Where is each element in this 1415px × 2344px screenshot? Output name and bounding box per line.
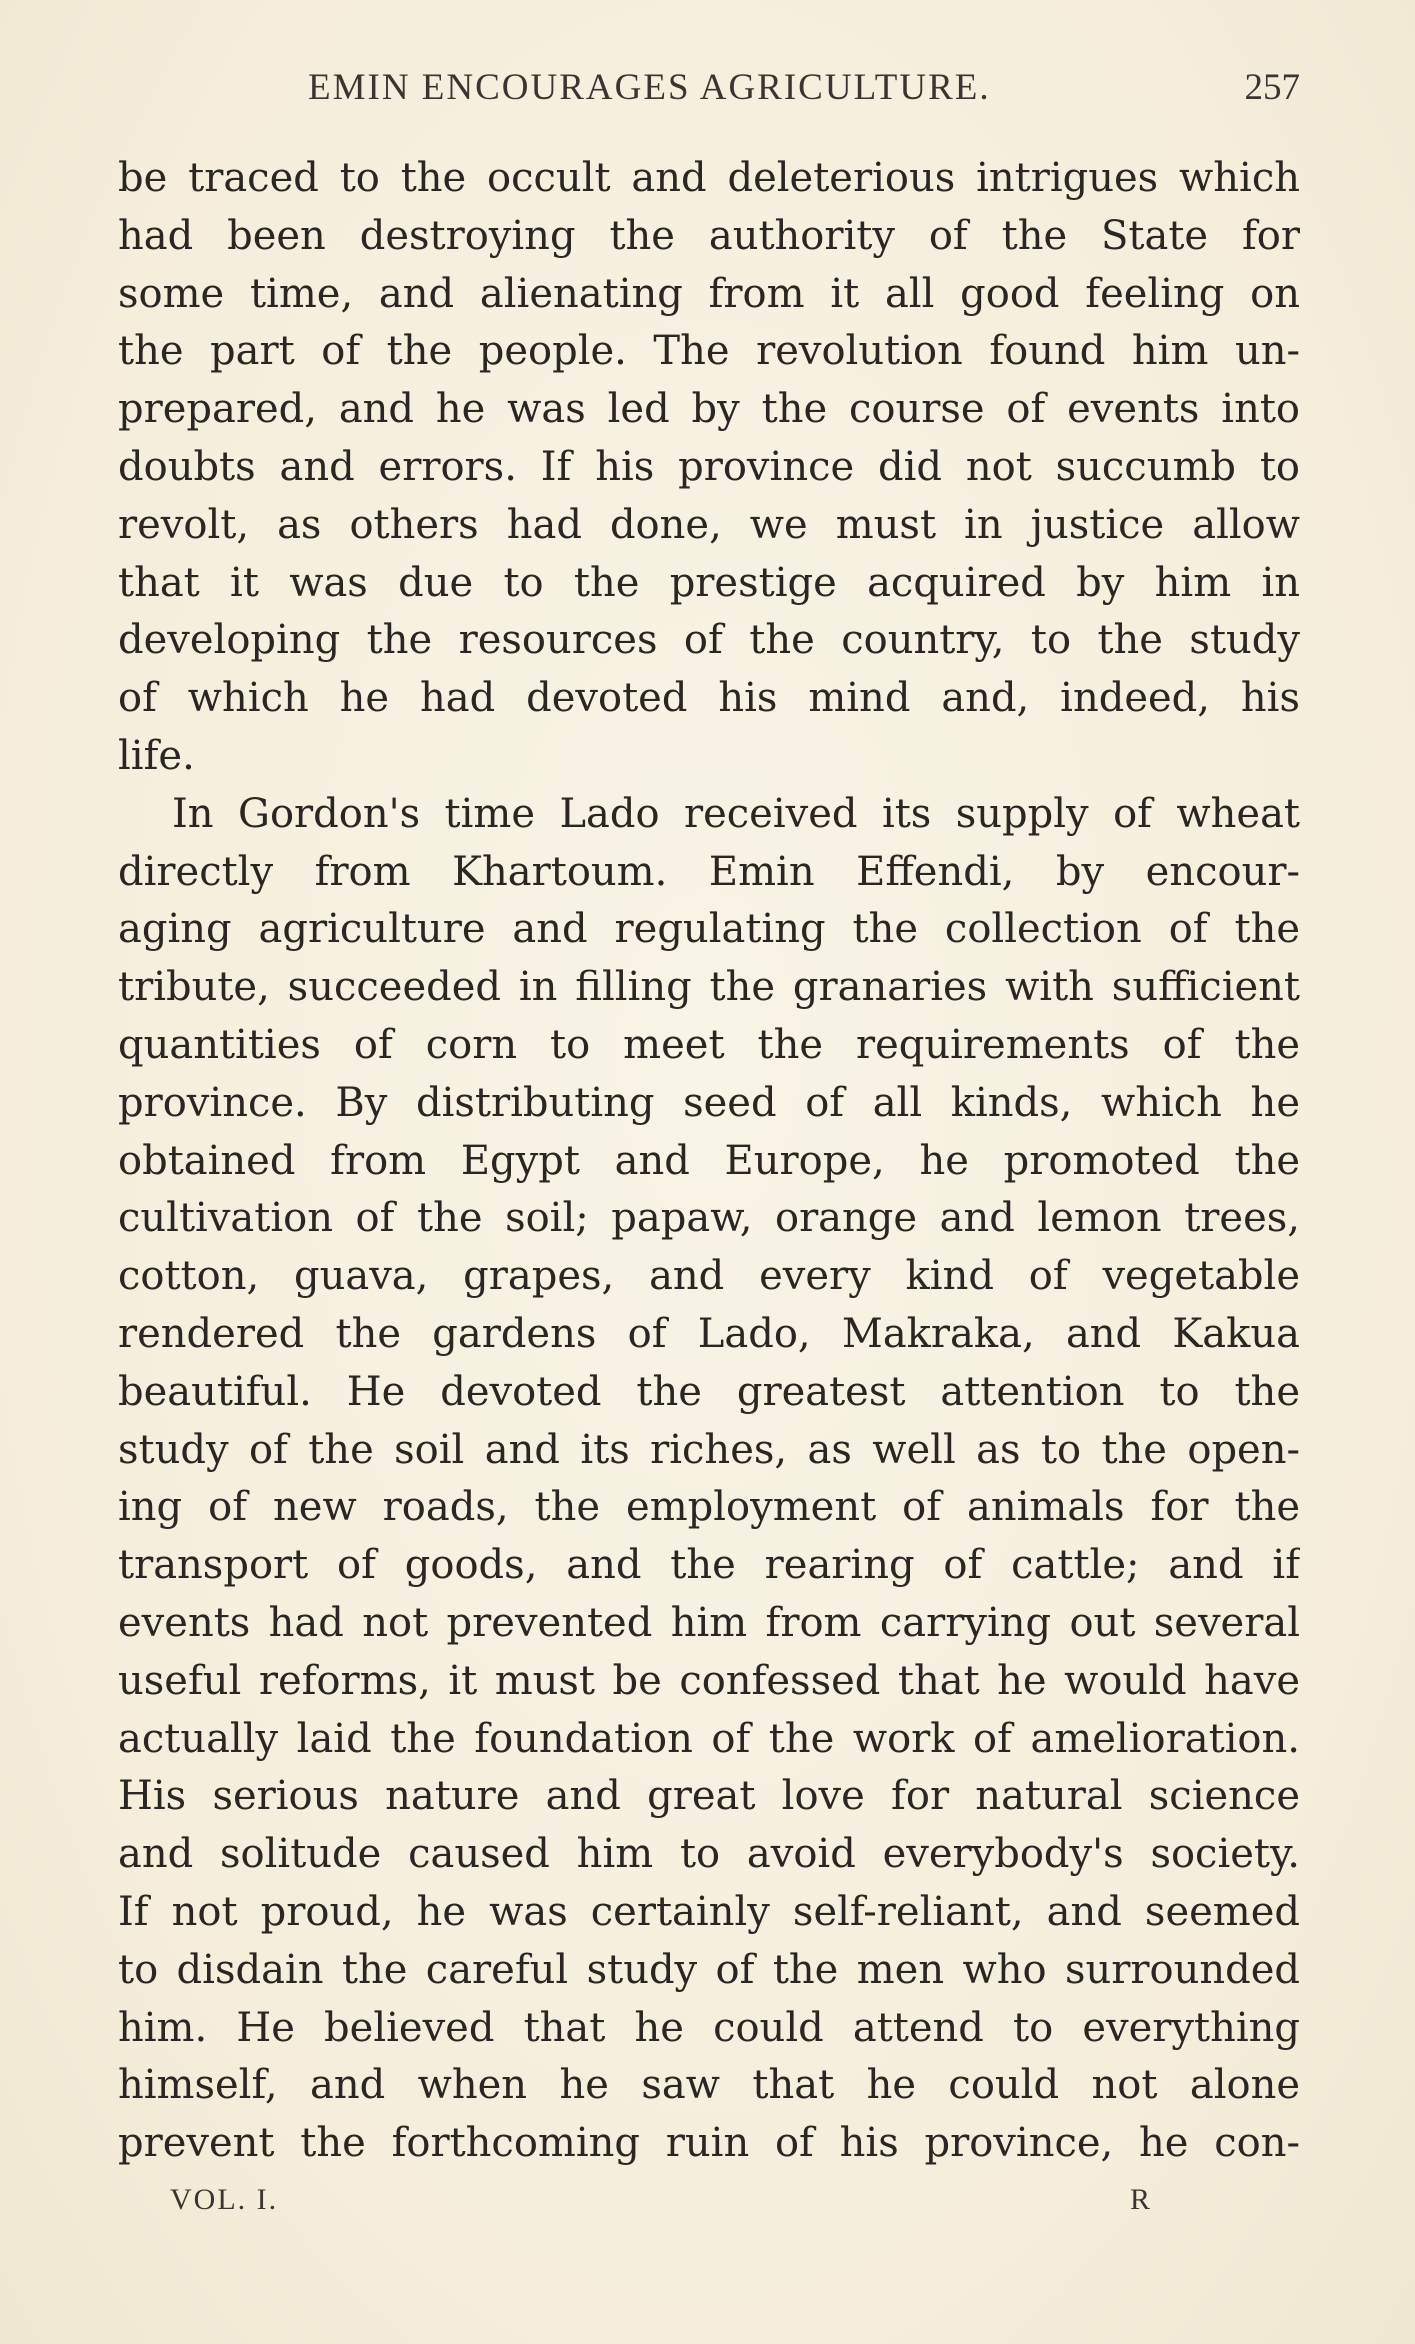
text-line: to disdain the careful study of the men who surrounded [118, 1946, 1300, 1993]
text-line: actually laid the foundation of the work of amelioration. [118, 1715, 1300, 1762]
text-line: If not proud, he was certainly self-reliant, and seemed [118, 1888, 1300, 1935]
text-line: himself, and when he saw that he could not alone [118, 2062, 1300, 2109]
text-line: the part of the people. The revolution found him un- [118, 328, 1300, 375]
body-text [118, 150, 1300, 2173]
text-line: had been destroying the authority of the State for [118, 212, 1300, 259]
text-line: transport of goods, and the rearing of cattle; and if [118, 1542, 1300, 1589]
text-line: cotton, guava, grapes, and every kind of vegetable [118, 1253, 1300, 1300]
text-line: events had not prevented him from carrying out several [118, 1599, 1300, 1646]
volume-mark: VOL. I. [170, 2183, 279, 2216]
text-line: useful reforms, it must be confessed that he would have [118, 1657, 1300, 1704]
text-line: directly from Khartoum. Emin Effendi, by encour- [118, 848, 1300, 895]
text-line: doubts and errors. If his province did not succumb to [118, 443, 1300, 490]
page-footer [170, 2183, 1150, 2227]
text-line: His serious nature and great love for natural science [118, 1773, 1300, 1820]
running-head [118, 66, 1300, 118]
paragraph-end-line: life. [118, 732, 195, 779]
text-line: cultivation of the soil; papaw, orange and lemon trees, [118, 1195, 1300, 1242]
text-line: that it was due to the prestige acquired by him in [118, 559, 1300, 606]
text-line: revolt, as others had done, we must in justice allow [118, 501, 1300, 548]
text-line: province. By distributing seed of all kinds, which he [118, 1079, 1300, 1126]
text-line: prevent the forthcoming ruin of his province, he con- [118, 2120, 1300, 2167]
text-line: developing the resources of the country, to the study [118, 617, 1300, 664]
text-line: tribute, succeeded in filling the granaries with sufficient [118, 964, 1300, 1011]
text-line: aging agriculture and regulating the collection of the [118, 906, 1300, 953]
text-line: ing of new roads, the employment of animals for the [118, 1484, 1300, 1531]
text-line: some time, and alienating from it all good feeling on [118, 270, 1300, 317]
text-line: and solitude caused him to avoid everybody's society. [118, 1831, 1300, 1878]
text-line: study of the soil and its riches, as well as to the open- [118, 1426, 1300, 1473]
text-line: rendered the gardens of Lado, Makraka, and Kakua [118, 1310, 1300, 1357]
running-title: EMIN ENCOURAGES AGRICULTURE. [308, 67, 991, 108]
page-number: 257 [1244, 67, 1300, 108]
text-line: him. He believed that he could attend to everything [118, 2004, 1300, 2051]
text-line: be traced to the occult and deleterious intrigues which [118, 155, 1300, 201]
text-line: beautiful. He devoted the greatest attention to the [118, 1368, 1300, 1415]
paragraph-start-line: In Gordon's time Lado received its supply of wheat [172, 790, 1300, 837]
text-line: quantities of corn to meet the requirements of the [118, 1021, 1300, 1068]
text-line: obtained from Egypt and Europe, he promoted the [118, 1137, 1300, 1184]
signature-mark: R [1129, 2183, 1150, 2216]
text-line: prepared, and he was led by the course of events into [118, 386, 1300, 433]
text-line: of which he had devoted his mind and, indeed, his [118, 675, 1300, 722]
